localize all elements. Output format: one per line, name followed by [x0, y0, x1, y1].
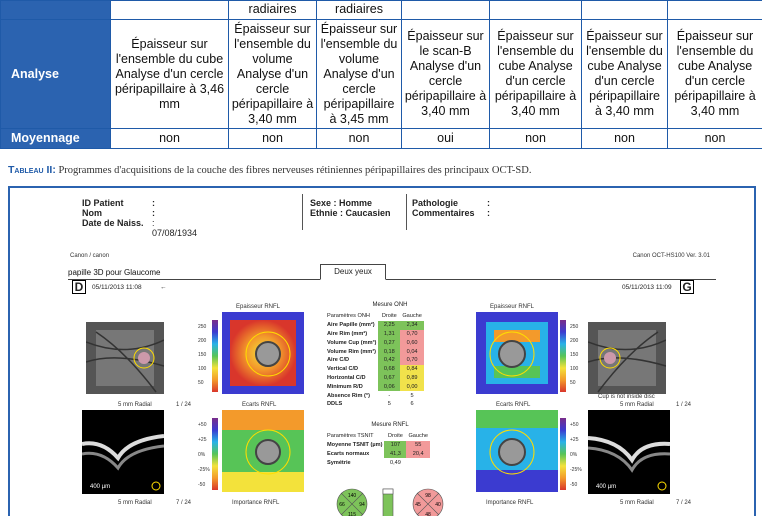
value-left-eye: 5	[400, 391, 424, 400]
table-header: Paramètres TSNIT Droite Gauche	[327, 433, 429, 440]
table-cell: radiaires	[229, 1, 317, 20]
value-right-eye: 0,18	[378, 347, 400, 356]
caption-thickness-left: Epaisseur RNFL	[490, 304, 535, 310]
value-right-eye: 5	[378, 400, 400, 409]
param-label: Absence Rim (°)	[327, 392, 370, 399]
pathology-value: :	[487, 198, 490, 208]
table-cell: Épaisseur sur le scan-B Analyse d'un cercle péripapillaire à 3,40 mm	[402, 20, 490, 129]
exam-date-left: 05/11/2013 11:09	[622, 284, 672, 291]
table-row	[325, 365, 424, 374]
comparison-table	[0, 0, 762, 149]
table-cell: non	[317, 129, 402, 149]
param-label: DDLS	[327, 401, 343, 408]
table-cell: oui	[402, 129, 490, 149]
param-label: Minimum R/D	[327, 383, 363, 390]
pathology-label: Pathologie	[412, 198, 459, 208]
sex-value: : Homme	[333, 198, 373, 208]
svg-text:115: 115	[348, 512, 356, 516]
caption-title: Tableau II:	[8, 164, 56, 176]
table-row-moyennage	[1, 129, 762, 149]
operator-label: Canon / canon	[70, 253, 110, 259]
table-row	[325, 374, 424, 383]
table-row	[325, 321, 424, 330]
comments-value: :	[487, 208, 490, 218]
table-cell: Épaisseur sur l'ensemble du cube Analyse d'un cercle péripapillaire à 3,40 mm	[668, 20, 762, 129]
table-row	[325, 458, 430, 467]
value-right-eye: 0,68	[378, 365, 400, 374]
info-divider	[406, 194, 407, 230]
param-label: Moyenne TSNIT (µm)	[327, 442, 383, 449]
table-row	[325, 338, 424, 347]
table-cell: Épaisseur sur l'ensemble du cube Analyse d'un cercle péripapillaire à 3,46 mm	[111, 20, 229, 129]
caption-importance-right: Importance RNFL	[232, 500, 280, 506]
caption-thickness-right: Epaisseur RNFL	[236, 304, 281, 310]
param-label: Volume Rim (mm³)	[327, 348, 376, 355]
caption-text: Programmes d'acquisitions de la couche des fibres nerveuses rétiniennes péripapillaires des principaux OCT-SD.	[55, 165, 532, 176]
patient-id-value: :	[152, 198, 155, 208]
table-row	[325, 347, 424, 356]
normative-legend-bar	[382, 488, 394, 516]
value-left-eye: 6	[400, 400, 424, 409]
patient-info	[82, 198, 198, 238]
scale-labels: +50 +25 0% -25% -50	[198, 422, 210, 488]
param-label: Aire Rim (mm²)	[327, 330, 368, 337]
sex-label: Sexe	[310, 198, 332, 208]
table-cell: Épaisseur sur l'ensemble du cube Analyse d'un cercle péripapillaire à 3,40 mm	[490, 20, 582, 129]
value-left-eye: 0,89	[400, 374, 424, 383]
rnfl-thickness-map-left	[476, 312, 558, 394]
param-label: Horizontal C/D	[327, 374, 366, 381]
param-label: Vertical C/D	[327, 366, 359, 373]
value-left-eye: 0,70	[400, 330, 424, 339]
value-right-eye: 2,25	[378, 321, 400, 330]
sector-chart-left	[412, 488, 444, 516]
value-left-eye: 20,4	[406, 450, 430, 459]
device-version: Canon OCT-HS100 Ver. 3.01	[632, 253, 710, 259]
table-cell	[111, 1, 229, 20]
value-right-eye: 0,42	[378, 356, 400, 365]
value-left-eye: 0,60	[400, 338, 424, 347]
row-header-analyse: Analyse	[1, 20, 111, 129]
tab-deux-yeux[interactable]: Deux yeux	[320, 264, 386, 280]
svg-text:66: 66	[339, 502, 345, 508]
tsnit-parameters-table	[325, 432, 430, 467]
row-header	[1, 1, 111, 20]
tab-papille-3d[interactable]: papille 3D pour Glaucome	[68, 268, 161, 277]
table-cell	[668, 1, 762, 20]
value-right-eye: 1,31	[378, 330, 400, 339]
value-right-eye: 107	[384, 441, 406, 450]
table-row	[325, 450, 430, 459]
param-label: Aire Papille (mm²)	[327, 322, 375, 329]
value-left-eye: 0,70	[400, 356, 424, 365]
patient-demographics	[310, 198, 391, 218]
sector-chart-right	[336, 488, 368, 516]
value-right-eye: 0,27	[378, 338, 400, 347]
svg-text:98: 98	[425, 493, 431, 499]
scale-labels: 250 200 150 100 50	[570, 324, 579, 386]
table-row	[325, 441, 430, 450]
caption-deviation-left: Ecarts RNFL	[496, 402, 531, 408]
value-left-eye	[406, 458, 430, 467]
deviation-scale-left	[560, 418, 566, 490]
table-row	[325, 400, 424, 409]
left-eye-marker: G	[680, 280, 694, 294]
caption-radial-left-count: 1 / 24	[676, 402, 692, 408]
table-cell: non	[490, 129, 582, 149]
svg-text:140: 140	[347, 493, 357, 499]
scale-labels: +50 +25 0% -25% -50	[570, 422, 582, 488]
back-arrow-icon[interactable]: ←	[160, 284, 167, 291]
value-right-eye: 0,06	[378, 382, 400, 391]
table-row	[325, 382, 424, 391]
value-right-eye: -	[378, 391, 400, 400]
table-cell: non	[668, 129, 762, 149]
caption-radial-right-2-count: 7 / 24	[176, 500, 192, 506]
caption-radial-left-2-count: 7 / 24	[676, 500, 692, 506]
patient-name-label: Nom	[82, 208, 102, 218]
thickness-scale-right	[212, 320, 218, 392]
value-left-eye: 55	[406, 441, 430, 450]
caption-radial-right: 5 mm Radial	[118, 402, 152, 408]
table-cell: radiaires	[317, 1, 402, 20]
patient-name-value: :	[152, 208, 155, 218]
caption-radial-left: 5 mm Radial	[620, 402, 654, 408]
table-cell: non	[582, 129, 668, 149]
fundus-image-left	[588, 322, 666, 394]
value-right-eye: 41,3	[384, 450, 406, 459]
patient-dob-label: Date de Naiss.	[82, 218, 144, 228]
caption-radial-right-2: 5 mm Radial	[118, 500, 152, 506]
svg-text:45: 45	[415, 502, 421, 508]
caption-importance-left: Importance RNFL	[486, 500, 534, 506]
svg-text:40: 40	[435, 502, 441, 508]
value-left-eye: 0,04	[400, 347, 424, 356]
param-label: Aire C/D	[327, 357, 350, 364]
onh-parameters-table	[325, 312, 424, 409]
table-row	[325, 356, 424, 365]
patient-dob-value: : 07/08/1934	[152, 218, 198, 238]
ethnicity-label: Ethnie	[310, 208, 338, 218]
table-row	[325, 330, 424, 339]
exam-date-right: 05/11/2013 11:08	[92, 284, 142, 291]
param-label: Ecarts normaux	[327, 450, 370, 457]
bscan-image-left	[588, 410, 670, 494]
svg-text:48: 48	[425, 512, 431, 516]
onh-title: Mesure ONH	[372, 302, 408, 308]
scale-bar-right: 400 µm	[90, 484, 111, 490]
table-cell	[582, 1, 668, 20]
table-cell	[490, 1, 582, 20]
scale-labels: 250 200 150 100 50	[198, 324, 207, 386]
rnfl-deviation-map-right	[222, 410, 304, 492]
table-cell: non	[111, 129, 229, 149]
table-cell: non	[229, 129, 317, 149]
row-header-moyennage: Moyennage	[1, 129, 111, 149]
caption-radial-right-count: 1 / 24	[176, 402, 192, 408]
rnfl-thickness-map-right	[222, 312, 304, 394]
ethnicity-value: : Caucasien	[340, 208, 391, 218]
table-row	[1, 1, 762, 20]
rnfl-deviation-map-left	[476, 410, 558, 492]
param-label: Symétrie	[327, 459, 351, 466]
value-right-eye: 0,67	[378, 374, 400, 383]
comments-label: Commentaires	[412, 208, 475, 218]
table-cell: Épaisseur sur l'ensemble du volume Analyse d'un cercle péripapillaire à 3,45 mm	[317, 20, 402, 129]
caption-radial-left-2: 5 mm Radial	[620, 500, 654, 506]
table-header: Paramètres ONH Droite Gauche	[327, 313, 422, 320]
caption-deviation-right: Ecarts RNFL	[242, 402, 277, 408]
cup-note: Cup is not inside disc	[598, 394, 655, 400]
info-divider	[302, 194, 303, 230]
table-caption	[8, 164, 531, 176]
right-eye-marker: D	[72, 280, 86, 294]
table-cell: Épaisseur sur l'ensemble du cube Analyse d'un cercle péripapillaire à 3,40 mm	[582, 20, 668, 129]
bscan-image-right	[82, 410, 164, 494]
table-row-analyse	[1, 20, 762, 129]
table-cell: Épaisseur sur l'ensemble du volume Analyse d'un cercle péripapillaire à 3,40 mm	[229, 20, 317, 129]
deviation-scale-right	[212, 418, 218, 490]
table-row	[325, 391, 424, 400]
value-right-eye: 0,49	[384, 458, 406, 467]
oct-report	[8, 186, 756, 516]
value-left-eye: 0,84	[400, 365, 424, 374]
patient-id-label: ID Patient	[82, 198, 124, 208]
fundus-image-right	[86, 322, 164, 394]
rnfl-title: Mesure RNFL	[371, 422, 409, 428]
value-left-eye: 0,00	[400, 382, 424, 391]
device-line	[70, 253, 710, 259]
pathology-info	[412, 198, 490, 218]
report-tabs	[68, 268, 716, 280]
param-label: Volume Cup (mm³)	[327, 339, 377, 346]
svg-text:94: 94	[359, 502, 365, 508]
table-cell	[402, 1, 490, 20]
thickness-scale-left	[560, 320, 566, 392]
scale-bar-left: 400 µm	[596, 484, 617, 490]
value-left-eye: 2,34	[400, 321, 424, 330]
